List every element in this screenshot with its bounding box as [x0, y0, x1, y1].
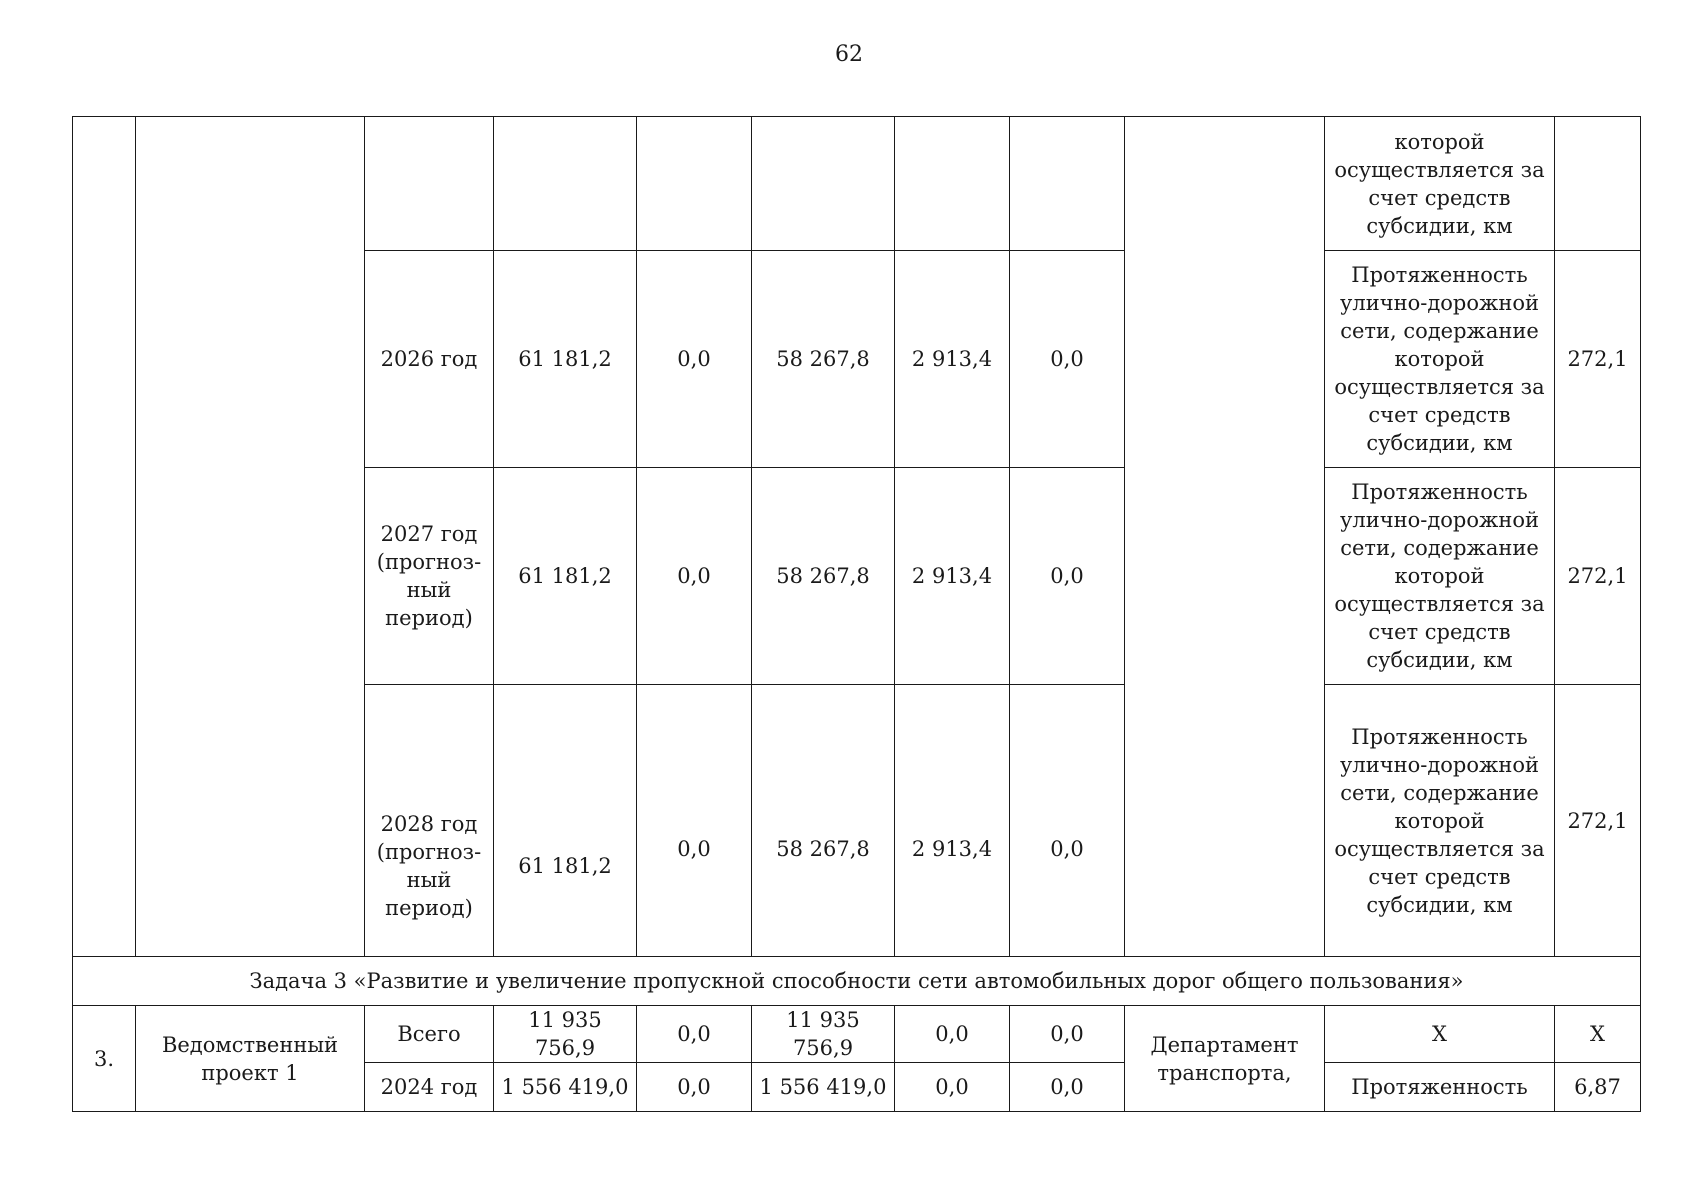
indicator-cell: Протяженность улично-дорожной сети, содержание которой осуществляется за счет средств субсидии, км — [1325, 251, 1555, 468]
budget-col2-cell: 58 267,8 — [752, 685, 895, 957]
year-cell: 2026 год — [365, 251, 494, 468]
budget-col1-value: 0,0 — [677, 836, 711, 861]
budget-col2-cell: 58 267,8 — [752, 468, 895, 685]
row-number-cell: 3. — [73, 1006, 136, 1112]
budget-col3-value: 2 913,4 — [911, 836, 993, 861]
executor-cell: Департамент транспорта, — [1125, 1006, 1325, 1112]
indicator-value-cell: 272,1 — [1555, 251, 1641, 468]
indicator-cell: Протяженность улично-дорожной сети, содержание которой осуществляется за счет средств субсидии, км — [1325, 468, 1555, 685]
budget-col3-cell: 2 913,4 — [895, 251, 1010, 468]
budget-col1-cell: 0,0 — [637, 1063, 752, 1112]
budget-col2-cell: 1 556 419,0 — [752, 1063, 895, 1112]
indicator-value-cell: Х — [1555, 1006, 1641, 1063]
total-cell — [494, 117, 637, 251]
indicator-cell: Х — [1325, 1006, 1555, 1063]
indicator-cell: Протяженность улично-дорожной сети, содержание которой осуществляется за счет средств субсидии, км — [1325, 685, 1555, 957]
executor-cell-empty — [1125, 117, 1325, 957]
budget-col4-cell — [1010, 117, 1125, 251]
year-cell — [365, 117, 494, 251]
budget-col1-cell — [637, 117, 752, 251]
total-cell: 61 181,2 — [494, 251, 637, 468]
task-row — [73, 957, 1641, 1006]
budget-col1-cell — [637, 685, 752, 957]
year-cell: Всего — [365, 1006, 494, 1063]
budget-col4-cell: 0,0 — [1010, 1006, 1125, 1063]
budget-col1-cell: 0,0 — [637, 251, 752, 468]
budget-col3-cell: 2 913,4 — [895, 468, 1010, 685]
event-name-cell-empty — [136, 117, 365, 957]
total-cell: 1 556 419,0 — [494, 1063, 637, 1112]
budget-col2-cell — [752, 117, 895, 251]
indicator-value-cell: 272,1 — [1555, 468, 1641, 685]
indicator-cell: которой осуществляется за счет средств субсидии, км — [1325, 117, 1555, 251]
indicator-value-cell: 272,1 — [1555, 685, 1641, 957]
budget-col1-cell: 0,0 — [637, 1006, 752, 1063]
budget-col4-cell: 0,0 — [1010, 685, 1125, 957]
task-3-title: Задача 3 «Развитие и увеличение пропускной способности сети автомобильных дорог общего пользования» — [73, 957, 1641, 1006]
budget-col4-cell: 0,0 — [1010, 251, 1125, 468]
budget-col3-cell — [895, 685, 1010, 957]
total-cell: 11 935 756,9 — [494, 1006, 637, 1063]
project-name-cell: Ведомственный проект 1 — [136, 1006, 365, 1112]
total-cell: 61 181,2 — [494, 685, 637, 957]
budget-col3-cell: 0,0 — [895, 1063, 1010, 1112]
budget-col3-cell: 0,0 — [895, 1006, 1010, 1063]
table-row — [73, 117, 1641, 251]
total-cell: 61 181,2 — [494, 468, 637, 685]
page-number: 62 — [835, 42, 863, 67]
indicator-value-cell: 6,87 — [1555, 1063, 1641, 1112]
table-row — [73, 1006, 1641, 1063]
year-cell: 2028 год (прогноз-ный период) — [365, 685, 494, 957]
year-cell: 2027 год (прогноз-ный период) — [365, 468, 494, 685]
number-cell-empty — [73, 117, 136, 957]
budget-col3-cell — [895, 117, 1010, 251]
year-cell: 2024 год — [365, 1063, 494, 1112]
budget-col1-cell: 0,0 — [637, 468, 752, 685]
indicator-cell: Протяженность — [1325, 1063, 1555, 1112]
budget-col4-cell: 0,0 — [1010, 1063, 1125, 1112]
indicator-value-cell — [1555, 117, 1641, 251]
budget-col4-cell: 0,0 — [1010, 468, 1125, 685]
budget-col2-cell: 11 935 756,9 — [752, 1006, 895, 1063]
budget-table — [72, 116, 1641, 1112]
budget-col2-cell: 58 267,8 — [752, 251, 895, 468]
